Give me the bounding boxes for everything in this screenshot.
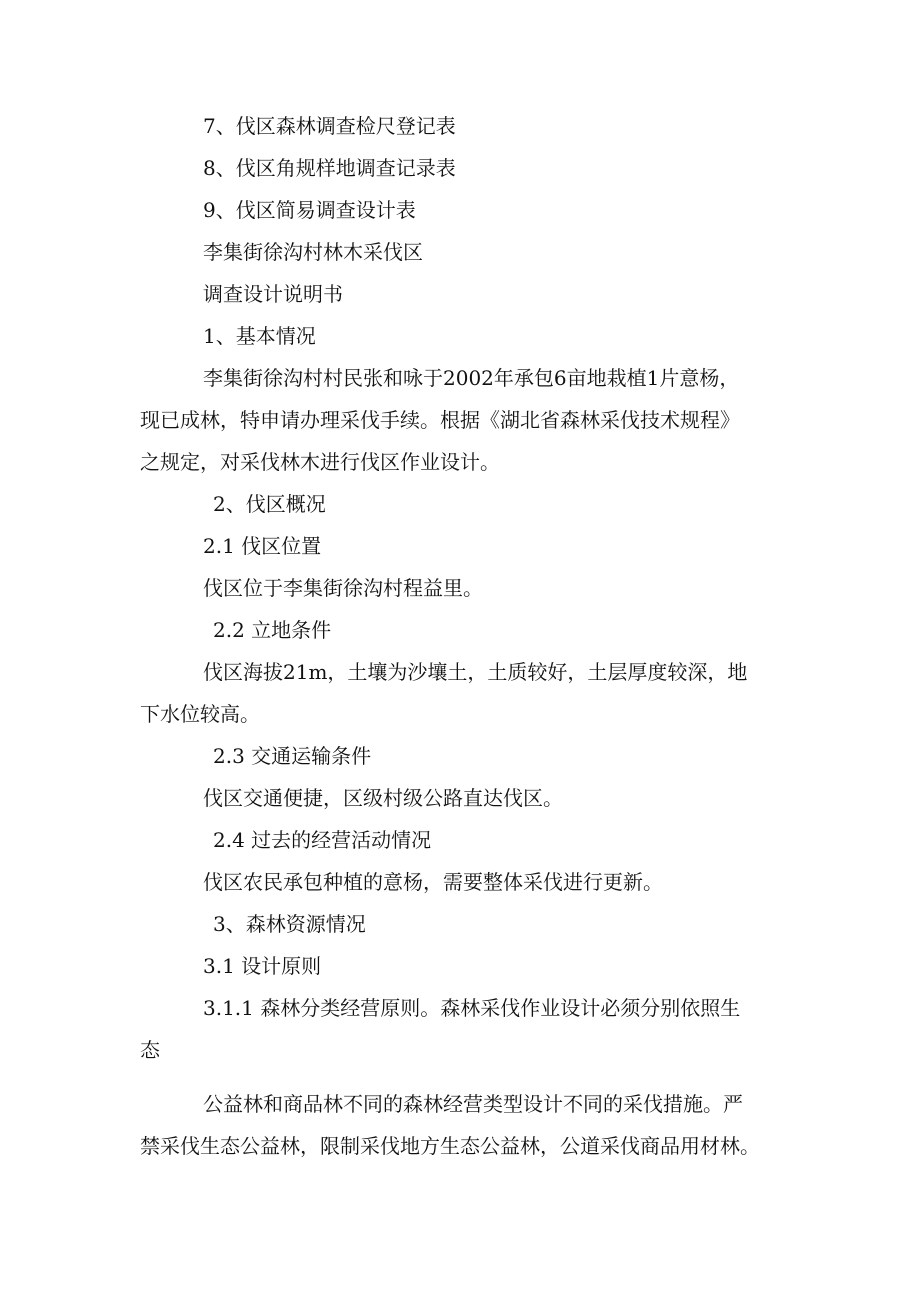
paragraph-line: 3.1.1 森林分类经营原则。森林采伐作业设计必须分别依照生 xyxy=(203,996,741,1020)
subsection-heading-2-3: 2.3 交通运输条件 xyxy=(213,744,372,768)
paragraph-line: 现已成林，特申请办理采伐手续。根据《湖北省森林采伐技术规程》 xyxy=(140,408,740,432)
section-heading-1: 1、基本情况 xyxy=(203,324,316,348)
paragraph-line: 伐区交通便捷，区级村级公路直达伐区。 xyxy=(203,786,563,810)
paragraph-line: 公益林和商品林不同的森林经营类型设计不同的采伐措施。严 xyxy=(203,1092,743,1116)
paragraph-line: 伐区农民承包种植的意杨，需要整体采伐进行更新。 xyxy=(203,870,663,894)
document-title-line-2: 调查设计说明书 xyxy=(203,282,343,306)
document-title-line-1: 李集街徐沟村林木采伐区 xyxy=(203,240,423,264)
section-heading-2: 2、伐区概况 xyxy=(213,492,326,516)
list-item-9: 9、伐区简易调查设计表 xyxy=(203,198,416,222)
paragraph-line: 李集街徐沟村村民张和咏于2002年承包6亩地栽植1片意杨， xyxy=(203,366,740,390)
paragraph-line: 之规定，对采伐林木进行伐区作业设计。 xyxy=(140,450,500,474)
list-item-7: 7、伐区森林调查检尺登记表 xyxy=(203,114,456,138)
subsection-heading-3-1: 3.1 设计原则 xyxy=(203,954,322,978)
subsection-heading-2-4: 2.4 过去的经营活动情况 xyxy=(213,828,432,852)
list-item-8: 8、伐区角规样地调查记录表 xyxy=(203,156,456,180)
paragraph-line: 态 xyxy=(140,1038,160,1062)
paragraph-line: 伐区位于李集街徐沟村程益里。 xyxy=(203,576,483,600)
paragraph-line: 禁采伐生态公益林，限制采伐地方生态公益林，公道采伐商品用材林。 xyxy=(140,1134,760,1158)
section-heading-3: 3、森林资源情况 xyxy=(213,912,366,936)
paragraph-line: 伐区海拔21m，土壤为沙壤土，土质较好，土层厚度较深，地 xyxy=(203,660,748,684)
subsection-heading-2-2: 2.2 立地条件 xyxy=(213,618,332,642)
paragraph-line: 下水位较高。 xyxy=(140,702,260,726)
subsection-heading-2-1: 2.1 伐区位置 xyxy=(203,534,322,558)
